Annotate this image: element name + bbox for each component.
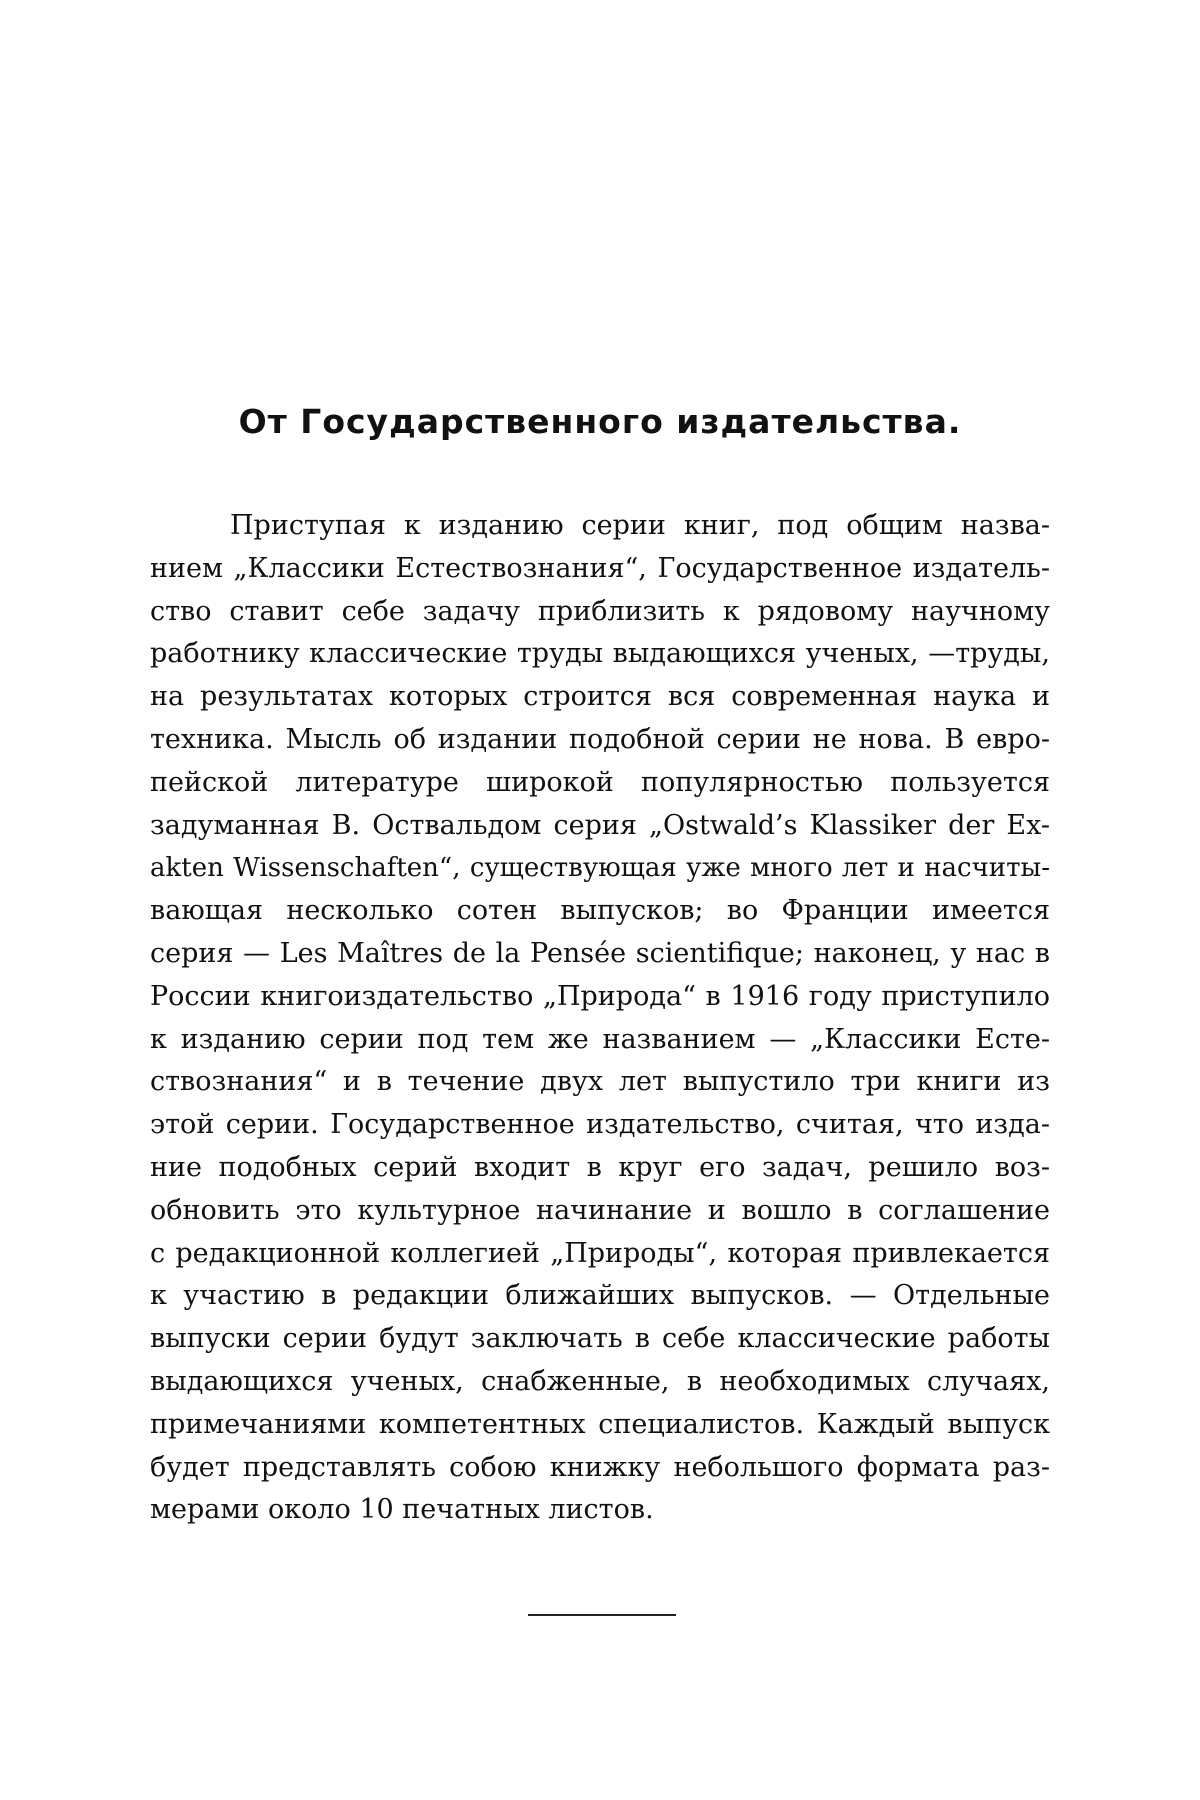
text-line: пейской литературе широкой популярностью пользуется	[150, 762, 1050, 805]
text-line: к участию в редакции ближайших выпусков. — Отдельные	[150, 1275, 1050, 1318]
text-line: примечаниями компетентных специалистов. Каждый выпуск	[150, 1404, 1050, 1447]
text-line: нием „Классики Естествознания“, Государственное издатель-	[150, 548, 1050, 591]
text-line: задуманная В. Оствальдом серия „Ostwald’s Klassiker der Ex-	[150, 805, 1050, 848]
text-line: на результатах которых строится вся современная наука и	[150, 676, 1050, 719]
text-line: техника. Мысль об издании подобной серии не нова. В евро-	[150, 719, 1050, 762]
text-line: вающая несколько сотен выпусков; во Франции имеется	[150, 890, 1050, 933]
text-line: обновить это культурное начинание и вошло в соглашение	[150, 1190, 1050, 1233]
text-line: с редакционной коллегией „Природы“, которая привлекается	[150, 1233, 1050, 1276]
text-line: России книгоиздательство „Природа“ в 1916 году приступило	[150, 976, 1050, 1019]
text-line: работнику классические труды выдающихся ученых, —труды,	[150, 633, 1050, 676]
text-line: этой серии. Государственное издательство, считая, что изда-	[150, 1104, 1050, 1147]
text-line: к изданию серии под тем же названием — „Классики Есте-	[150, 1019, 1050, 1062]
section-divider	[528, 1614, 676, 1616]
text-line: мерами около 10 печатных листов.	[150, 1489, 1050, 1532]
text-line: ние подобных серий входит в круг его задач, решило воз-	[150, 1147, 1050, 1190]
text-line: akten Wissenschaften“, существующая уже много лет и насчиты-	[150, 847, 1050, 890]
text-line: ствознания“ и в течение двух лет выпустило три книги из	[150, 1061, 1050, 1104]
publisher-note-paragraph	[150, 505, 1050, 1532]
text-line: выдающихся ученых, снабженные, в необходимых случаях,	[150, 1361, 1050, 1404]
text-line: ство ставит себе задачу приблизить к рядовому научному	[150, 591, 1050, 634]
text-line: серия — Les Maîtres de la Pensée scientifique; наконец, у нас в	[150, 933, 1050, 976]
book-page	[0, 0, 1200, 1800]
text-line: Приступая к изданию серии книг, под общим назва-	[150, 505, 1050, 548]
text-line: будет представлять собою книжку небольшого формата раз-	[150, 1447, 1050, 1490]
text-line: выпуски серии будут заключать в себе классические работы	[150, 1318, 1050, 1361]
page-title: От Государственного издательства.	[150, 402, 1050, 441]
